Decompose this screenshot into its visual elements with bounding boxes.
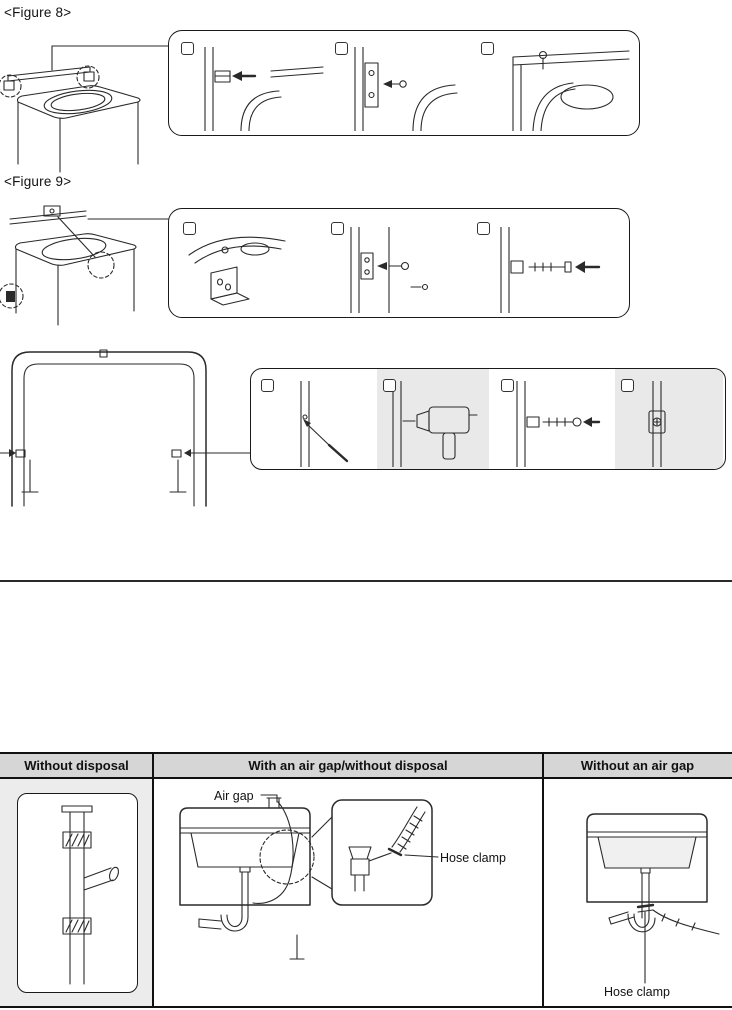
sink-basin (191, 833, 299, 867)
no-airgap-sink-illustration (575, 800, 727, 986)
table-header-without-airgap: Without an air gap (580, 758, 695, 773)
mount-step2-illustration (377, 381, 489, 467)
step-marker-4 (621, 379, 634, 392)
hose-clamp-label-no-airgap: Hose clamp (604, 985, 670, 999)
air-gap-label: Air gap (214, 789, 254, 803)
figure9-label: <Figure 9> (4, 174, 72, 189)
arrow-left-icon (184, 449, 191, 457)
table-header-without-disposal: Without disposal (24, 758, 129, 773)
side-bracket (6, 291, 15, 302)
fig8-step3-illustration (473, 47, 633, 131)
callout-line (52, 46, 170, 70)
detail-circle-right (77, 66, 99, 88)
fig9-step1-illustration (175, 227, 323, 313)
corrugated-hose (392, 807, 417, 847)
step-marker-3 (477, 222, 490, 235)
step-marker-3 (481, 42, 494, 55)
fig9-step2-illustration (325, 227, 473, 313)
step-marker-2 (331, 222, 344, 235)
table-bottom-border (0, 1006, 732, 1008)
arrow-left-icon (583, 417, 592, 427)
step-marker-1 (181, 42, 194, 55)
step-marker-2 (383, 379, 396, 392)
wall-anchor (527, 417, 539, 427)
table-header-row (0, 752, 732, 779)
drain-hose (253, 802, 293, 903)
drain-hose (653, 910, 719, 934)
hose-clamp-leader-line (405, 855, 438, 857)
table-header-airgap-without-disposal: With an air gap/without disposal (248, 758, 448, 773)
step-marker-1 (183, 222, 196, 235)
table-column-separator-1 (152, 752, 154, 1008)
figure8-detail-panel (168, 30, 640, 136)
arrow-left-icon (383, 80, 392, 88)
mount-step4-illustration (613, 381, 719, 467)
figure9-machine-illustration (0, 193, 170, 338)
section-divider (0, 580, 732, 582)
fig8-step2-illustration (327, 47, 477, 131)
hose-clamp-label-airgap: Hose clamp (440, 851, 506, 865)
arrow-left-icon (232, 71, 242, 81)
right-screw-mark (172, 450, 181, 457)
figure8-label: <Figure 8> (4, 5, 72, 20)
hose-clamp-detail (389, 849, 401, 855)
step-marker-2 (335, 42, 348, 55)
without-disposal-illustration-frame (17, 793, 138, 993)
awl-tip (303, 419, 311, 427)
drill-handle (443, 433, 455, 459)
awl-handle (329, 445, 347, 461)
fig8-step1-illustration (175, 47, 325, 131)
figure9-detail-panel (168, 208, 630, 318)
drain-pipe-illustration (18, 794, 136, 990)
air-gap-body-detail (351, 859, 369, 875)
arrow-left-icon (575, 261, 585, 273)
table-column-separator-2 (542, 752, 544, 1008)
frame-front-illustration (0, 336, 252, 508)
figure8-machine-illustration (0, 24, 170, 174)
hose-clamp (638, 905, 653, 907)
side-mounting-detail-panel (250, 368, 726, 470)
fig9-step3-illustration (471, 227, 623, 313)
sink-basin (598, 837, 696, 868)
mount-step3-illustration (495, 381, 607, 467)
drill-body (429, 407, 469, 433)
mount-step1-illustration (255, 381, 367, 467)
drill-chuck (417, 411, 429, 431)
detail-circle (260, 830, 314, 884)
detail-circle-left (0, 75, 21, 97)
top-bracket-mark (100, 350, 107, 357)
arrow-left-icon (377, 262, 387, 270)
airgap-sink-illustration (165, 785, 537, 997)
magnified-detail-bubble (332, 800, 432, 905)
step-marker-1 (261, 379, 274, 392)
step-marker-3 (501, 379, 514, 392)
